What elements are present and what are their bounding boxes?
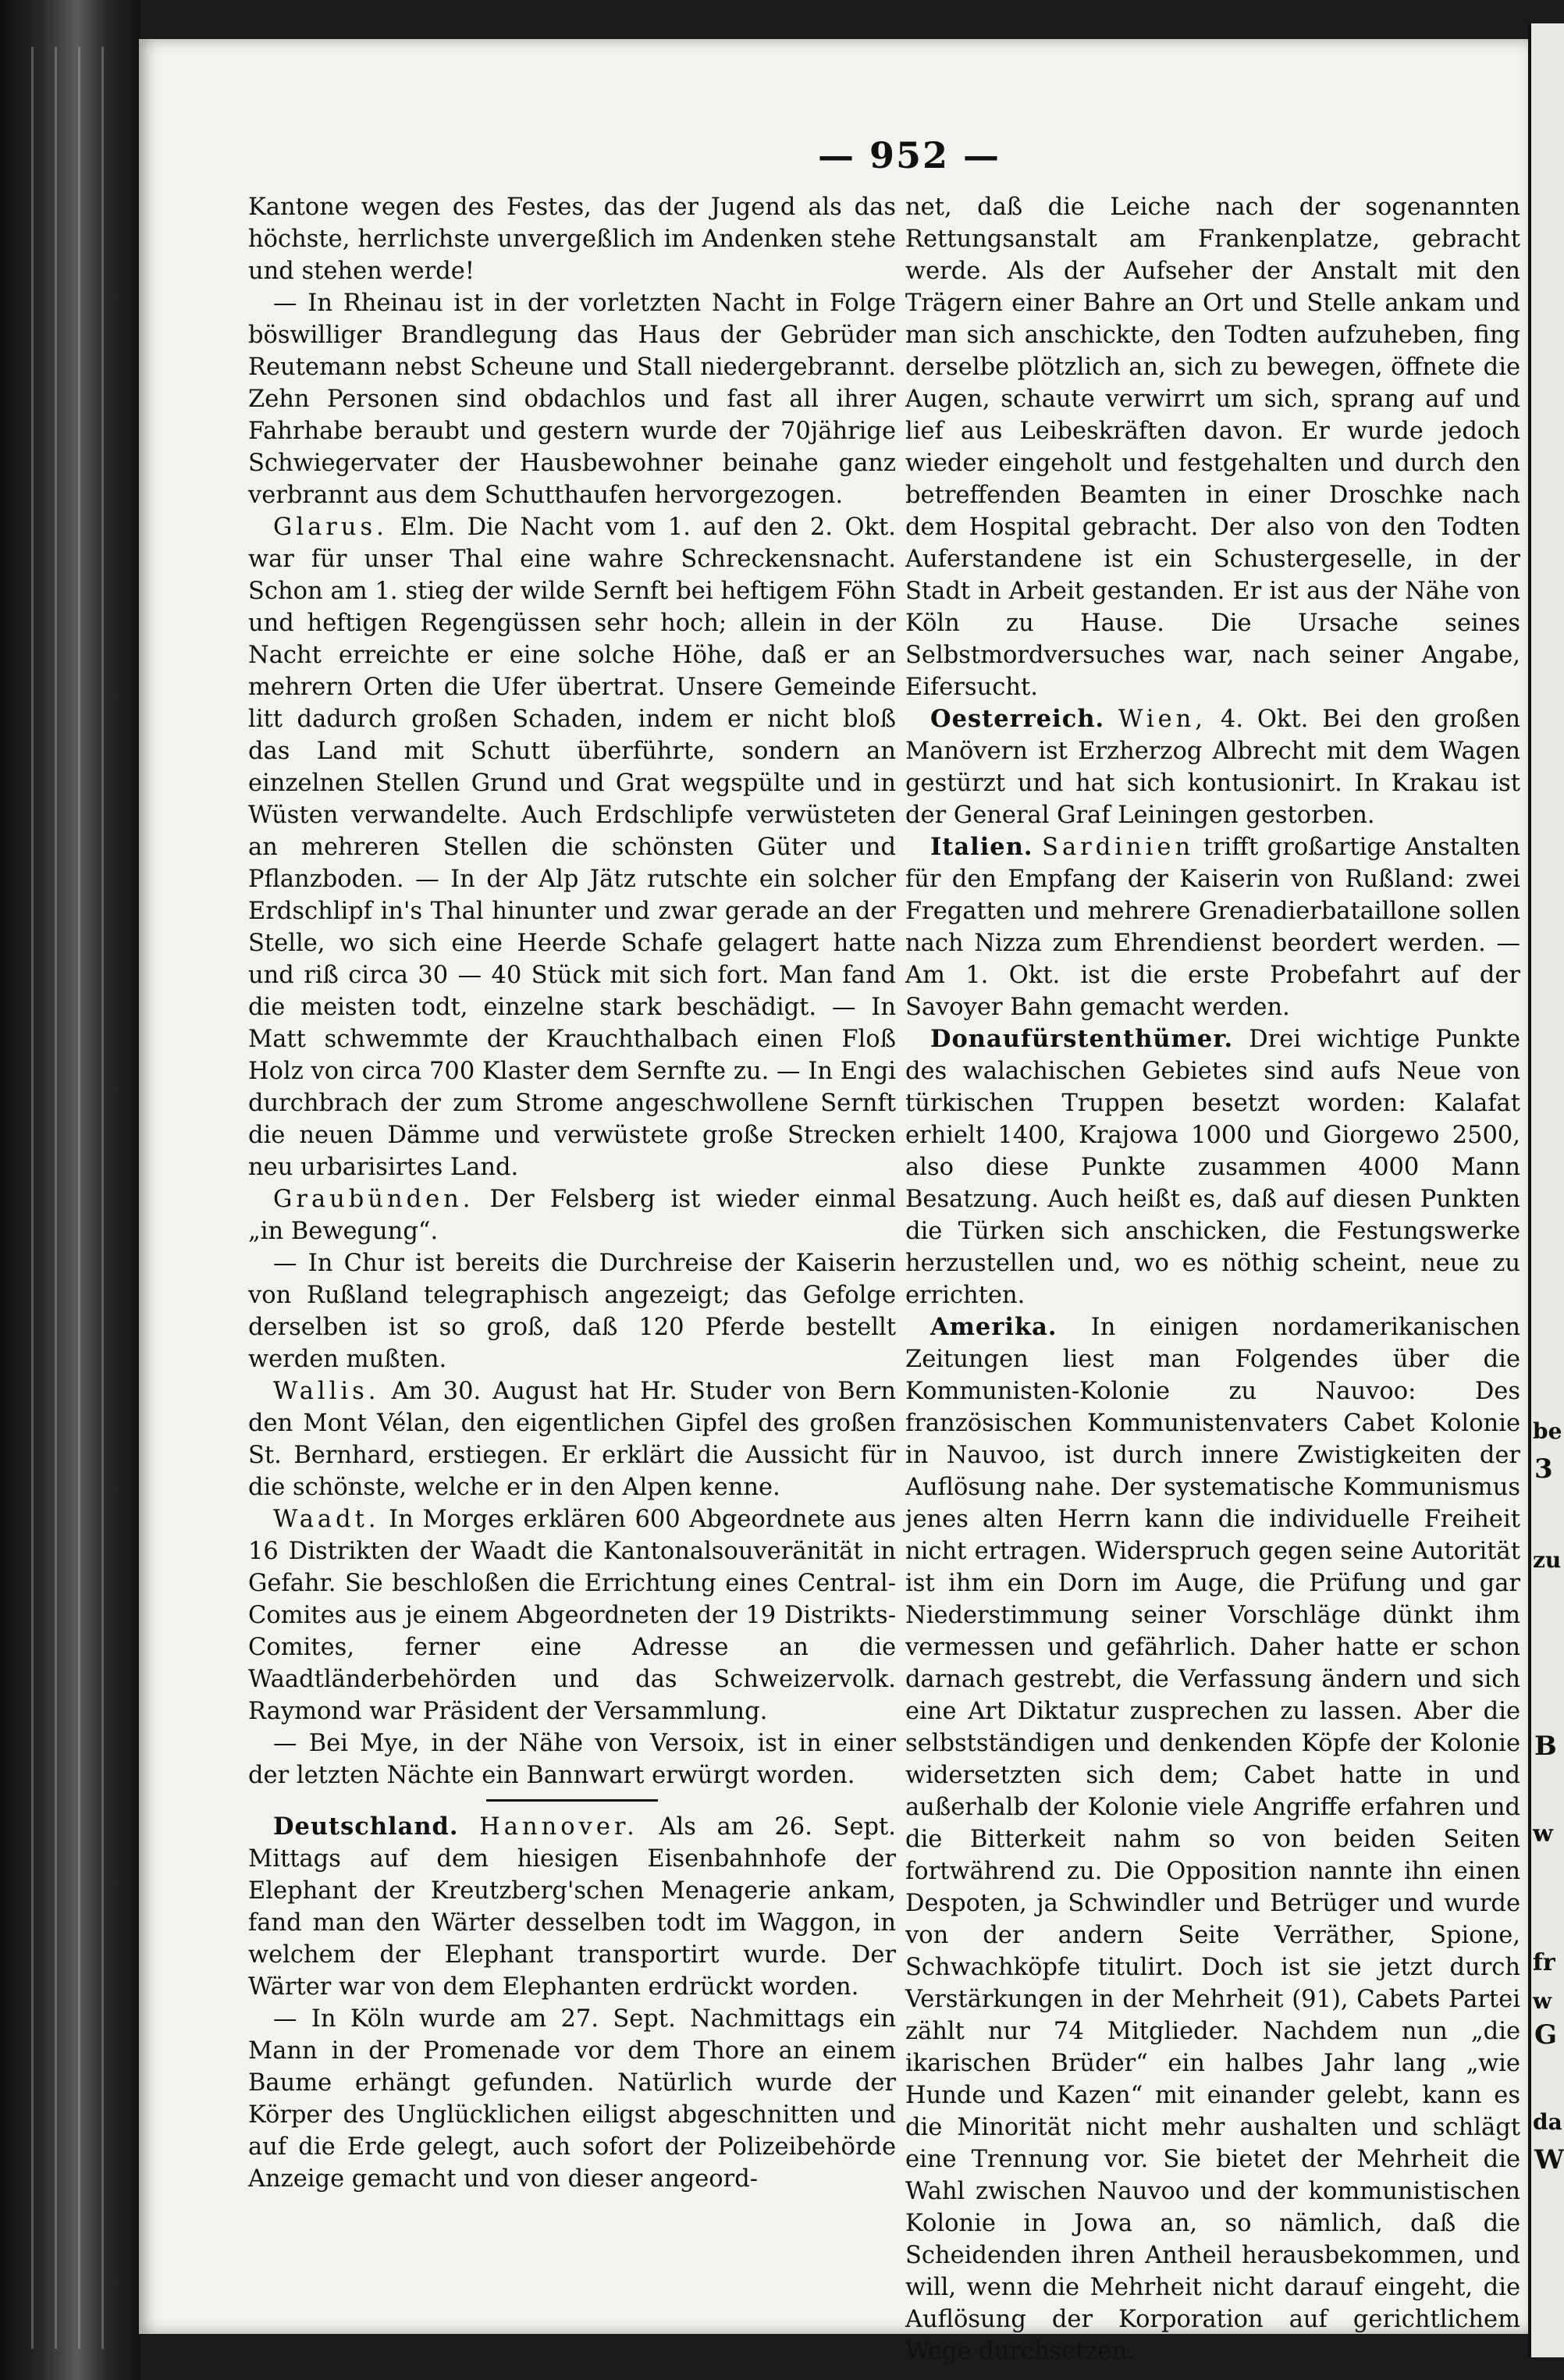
- city-heading: Sardinien: [1042, 834, 1195, 861]
- book-binding: [0, 0, 140, 2380]
- edge-fragment: fr: [1533, 1949, 1555, 1976]
- paragraph: Italien. Sardinien trifft großartige Anstalten für den Empfang der Kaiserin von Rußland: zwei Fregatten und mehrere Grenadierbataillone sollen nach Nizza zum Ehrendienst beordert werden. — Am 1. Okt. ist die erste Probefahrt auf der Savoyer Bahn gemacht werden.: [905, 833, 1520, 1021]
- edge-fragment: w: [1533, 1820, 1553, 1848]
- edge-fragment: be: [1533, 1418, 1562, 1444]
- edge-fragment: w: [1533, 1988, 1552, 2014]
- paragraph: Glarus. Elm. Die Nacht vom 1. auf den 2. Okt. war für unser Thal eine wahre Schreckensnacht. Schon am 1. stieg der wilde Sernft bei heftigem Föhn und heftigen Regengüssen sehr hoch; allein in der Nacht erreichte er eine solche Höhe, daß er an mehrern Orten die Ufer übertrat. Unsere Gemeinde litt dadurch großen Schaden, indem er nicht bloß das Land mit Schutt überführte, sondern an einzelnen Stellen Grund und Grat wegspülte und in Wüsten verwandelte. Auch Erdschlipfe verwüsteten an mehreren Stellen die schönsten Güter und Pflanzboden. — In der Alp Jätz rutschte ein solcher Erdschlipf in's Thal hinunter und zwar gerade an der Stelle, wo sich eine Heerde Schafe gelagert hatte und riß circa 30 — 40 Stück mit sich fort. Man fand die meisten todt, einzelne stark beschädigt. — In Matt schwemmte der Krauchthalbach einen Floß Holz von circa 700 Klaster dem Sernfte zu. — In Engi durchbrach der zum Strome angeschwollene Sernft die neuen Dämme und verwüstete große Strecken neu urbarisirtes Land.: [248, 514, 896, 1181]
- section-heading: Glarus.: [273, 514, 388, 541]
- paragraph: — In Rheinau ist in der vorletzten Nacht in Folge böswilliger Brandlegung das Haus der Gebrüder Reutemann nebst Scheune und Stall niedergebrannt. Zehn Personen sind obdachlos und fast all ihrer Fahrhabe beraubt und gestern wurde der 70jährige Schwiegervater der Hausbewohner beinahe ganz verbrannt aus dem Schutthaufen hervorgezogen.: [248, 290, 896, 509]
- adjacent-page-edge: [1528, 23, 1564, 2357]
- paragraph: Graubünden. Der Felsberg ist wieder einmal „in Bewegung“.: [248, 1186, 896, 1245]
- paragraph: Amerika. In einigen nordamerikanischen Zeitungen liest man Folgendes über die Kommunisten-Kolonie zu Nauvoo: Des französischen Kommunistenvaters Cabet Kolonie in Nauvoo, ist durch innere Zwistigkeiten der Auflösung nahe. Der systematische Kommunismus jenes alten Herrn kann die individuelle Freiheit nicht ertragen. Widerspruch gegen seine Autorität ist ihm ein Dorn im Auge, die Prüfung und gar Niederstimmung seiner Vorschläge dünkt ihm vermessen und gefährlich. Daher hatte er schon darnach gestrebt, die Verfassung ändern und sich eine Art Diktatur zusprechen zu lassen. Aber die selbstständigen und denkenden Köpfe der Kolonie widersetzten sich dem; Cabet hatte in und außerhalb der Kolonie viele Angriffe erfahren und die Bitterkeit nahm so von beiden Seiten fortwährend zu. Die Opposition nannte ihn einen Despoten, ja Schwindler und Betrüger und wurde von der andern Seite Verräther, Spione, Schwachköpfe titulirt. Doch ist sie jetzt durch Verstärkungen in der Mehrheit (91), Cabets Partei zählt nur 74 Mitglieder. Nachdem nun „die ikarischen Brüder“ ein halbes Jahr lang „wie Hunde und Kazen“ mit einander gelebt, kann es die Minorität nicht mehr aushalten und schlägt eine Trennung vor. Sie bietet der Mehrheit die Wahl zwischen Nauvoo und der kommunistischen Kolonie in Jowa an, so nämlich, daß die Scheidenden ihren Antheil herausbekommen, und will, wenn die Mehrheit nicht darauf eingeht, die Auflösung der Korporation auf gerichtlichem Wege durchsetzen.: [905, 1313, 1520, 2365]
- paragraph: Donaufürstenthümer. Drei wichtige Punkte des walachischen Gebietes sind aufs Neue von türkischen Truppen besetzt worden: Kalafat erhielt 1400, Krajowa 1000 und Giorgewo 2500, also diese Punkte zusammen 4000 Mann Besatzung. Auch heißt es, daß auf diesen Punkten die Türken sich anschicken, die Festungswerke herzustellen und, wo es nöthig scheint, neue zu errichten.: [905, 1025, 1520, 1309]
- country-heading: Amerika.: [930, 1313, 1057, 1341]
- paragraph: Waadt. In Morges erklären 600 Abgeordnete aus 16 Distrikten der Waadt die Kantonalsouveränität in Gefahr. Sie beschloßen die Errichtung eines Central-Comites aus je einem Abgeordneten der 19 Distrikts-Comites, ferner eine Adresse an die Waadtländerbehörden und das Schweizervolk. Raymond war Präsident der Versammlung.: [248, 1506, 896, 1725]
- paragraph: Oesterreich. Wien, 4. Okt. Bei den großen Manövern ist Erzherzog Albrecht mit dem Wagen gestürzt und hat sich kontusionirt. In Krakau ist der General Graf Leiningen gestorben.: [905, 705, 1520, 829]
- city-heading: Wien,: [1118, 706, 1207, 733]
- page-number: — 952 —: [817, 134, 1001, 176]
- edge-fragment: G: [1534, 2019, 1558, 2051]
- paragraph: — Bei Mye, in der Nähe von Versoix, ist in einer der letzten Nächte ein Bannwart erwürgt worden.: [248, 1730, 896, 1789]
- country-heading: Deutschland.: [273, 1813, 459, 1841]
- section-heading: Graubünden.: [273, 1186, 475, 1213]
- paragraph: Wallis. Am 30. August hat Hr. Studer von Bern den Mont Vélan, den eigentlichen Gipfel des großen St. Bernhard, erstiegen. Er erklärt die Aussicht für die schönste, welche er in den Alpen kenne.: [248, 1378, 896, 1501]
- left-column: [248, 191, 896, 2195]
- paragraph: net, daß die Leiche nach der sogenannten Rettungsanstalt am Frankenplatze, gebracht werde. Als der Aufseher der Anstalt mit den Trägern einer Bahre an Ort und Stelle ankam und man sich anschickte, den Todten aufzuheben, fing derselbe plötzlich an, sich zu bewegen, öffnete die Augen, schaute verwirrt um sich, sprang auf und lief aus Leibeskräften davon. Er wurde jedoch wieder eingeholt und festgehalten und durch den betreffenden Beamten in einer Droschke nach dem Hospital gebracht. Der also von den Todten Auferstandene ist ein Schustergeselle, in der Stadt in Arbeit gestanden. Er ist aus der Nähe von Köln zu Hause. Die Ursache seines Selbstmordversuches war, nach seiner Angabe, Eifersucht.: [905, 194, 1520, 701]
- edge-fragment: W: [1534, 2144, 1564, 2175]
- right-column: [905, 191, 1520, 2368]
- country-heading: Oesterreich.: [930, 705, 1105, 733]
- country-heading: Donaufürstenthümer.: [930, 1025, 1234, 1053]
- edge-fragment: 3: [1534, 1453, 1553, 1485]
- edge-fragment: B: [1534, 1731, 1557, 1762]
- section-heading: Wallis.: [273, 1378, 380, 1405]
- edge-fragment: da: [1533, 2109, 1562, 2135]
- edge-fragment: zu: [1533, 1547, 1562, 1573]
- paragraph: Deutschland. Hannover. Als am 26. Sept. Mittags auf dem hiesigen Eisenbahnhofe der Elephant der Kreutzberg'schen Menagerie ankam, fand man den Wärter desselben todt im Waggon, in welchem der Elephant transportirt wurde. Der Wärter war von dem Elephanten erdrückt worden.: [248, 1813, 896, 2001]
- section-heading: Waadt.: [273, 1506, 380, 1533]
- paragraph: Kantone wegen des Festes, das der Jugend als das höchste, herrlichste unvergeßlich im Andenken stehe und stehen werde!: [248, 194, 896, 285]
- paragraph: — In Köln wurde am 27. Sept. Nachmittags ein Mann in der Promenade vor dem Thore an einem Baume erhängt gefunden. Natürlich wurde der Körper des Unglücklichen eiligst abgeschnitten und auf die Erde gelegt, auch sofort der Polizeibehörde Anzeige gemacht und von dieser angeord-: [248, 2005, 896, 2193]
- city-heading: Hannover.: [479, 1813, 638, 1841]
- paragraph: — In Chur ist bereits die Durchreise der Kaiserin von Rußland telegraphisch angezeigt; das Gefolge derselben ist so groß, daß 120 Pferde bestellt werden mußten.: [248, 1250, 896, 1373]
- section-separator: [486, 1799, 658, 1802]
- country-heading: Italien.: [930, 833, 1033, 861]
